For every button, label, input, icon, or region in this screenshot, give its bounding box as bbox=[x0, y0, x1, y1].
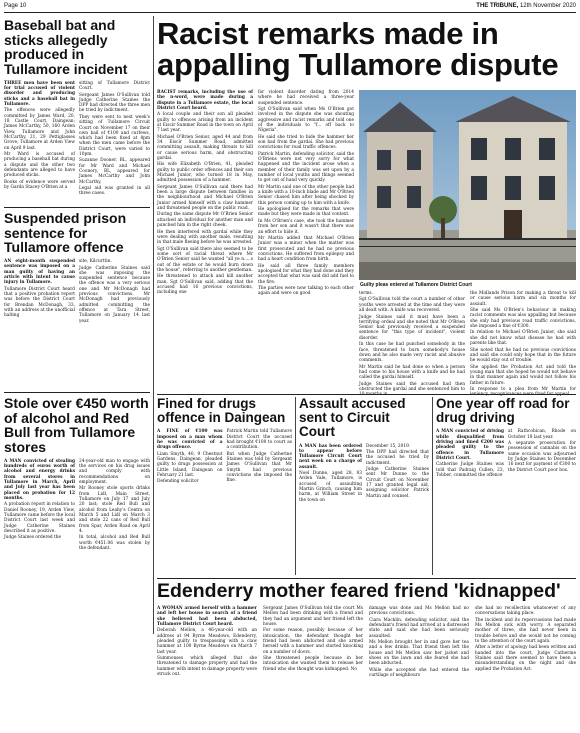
body-text: Sergeant James O'Sullivan said there had been a large dispute between families in the neighbourhood and Michael O'Brien Junior armed himself with a claw hammer and threatened people on the public road. bbox=[157, 184, 253, 211]
paragraph bbox=[258, 264, 354, 285]
body-text: for violent disorder dating from 2014 where he had received a three-year suspended sentence. bbox=[258, 90, 354, 106]
story-body bbox=[4, 81, 150, 197]
paragraph bbox=[227, 429, 293, 450]
paragraph bbox=[79, 459, 150, 485]
story-body bbox=[436, 429, 576, 478]
paragraph bbox=[359, 365, 465, 381]
paragraph bbox=[157, 628, 257, 654]
paragraph bbox=[475, 618, 576, 644]
body-text: Liam Smyth, 40, 9 Chestnut Gardens, Daingean, pleaded guilty to drugs possession at Little Island, Daingean on February 21 last. bbox=[157, 451, 223, 478]
courthouse-illustration bbox=[359, 90, 576, 280]
paragraph bbox=[79, 115, 150, 157]
story-racist-col3 bbox=[359, 291, 465, 391]
body-text: In Ms O'Brien's case, she took the hammer from her son and it wasn't that there was an effort to hide it. bbox=[258, 218, 354, 235]
body-text: The incident and its repercussions had made Ms Mellon sick with worry. A separated mother of three, she had never been in trouble before and she would not be coming to the attention of the court again. bbox=[475, 617, 576, 644]
paragraph bbox=[79, 158, 150, 184]
divider bbox=[4, 207, 150, 208]
paragraph bbox=[4, 287, 75, 319]
paragraph bbox=[359, 315, 465, 341]
story-col bbox=[366, 444, 429, 499]
paragraph bbox=[4, 459, 75, 501]
body-text: In total, alcohol and Red Bull worth €451.06 was stolen by the defendant. bbox=[79, 535, 150, 551]
paragraph bbox=[263, 656, 363, 672]
paragraph bbox=[157, 606, 257, 627]
body-text: Patrick Martin, defending solicitor, said the O'Briens were not very sorry for what happened and the incident arose when a member of their family was set upon by a number of local youths and things seemed to get out of hand very quickly. bbox=[258, 151, 354, 184]
body-text: She noted that he had no previous convictions and said she could only hope that in the future he would stay out of trouble. bbox=[470, 347, 576, 364]
paragraph bbox=[4, 81, 75, 107]
body-text: During the same dispute Mr O'Brien Senior attacked an individual for another man and punched him in the right cheek. bbox=[157, 212, 253, 229]
body-text: Sgt O'Sullivan said there also seemed to be some sort of racial threat where Mr O'Brien Senior said he wanted "all ye n.....s out of the estate or he would burn down the house", referring to another gentleman. bbox=[157, 246, 253, 273]
story-headline: Racist remarks made in appalling Tullamore dispute bbox=[157, 16, 559, 82]
divider bbox=[157, 578, 576, 579]
body-text: Catherine Judge Staines was told that Padraig Cullen, 23, Tobber, committed the offence bbox=[436, 462, 504, 478]
body-text: Patrick Martin told Tullamore District Court the accused had brought €100 to court as a contribution. bbox=[226, 429, 292, 451]
body-text: damage was done and Ms Mellon had no previous convictions. bbox=[369, 606, 469, 617]
paragraph bbox=[157, 247, 253, 273]
body-text: A separate prosecution for possession of cannabis on the same occasion was adjourned by Judge Staines to December 16 next for payment of €300 to the District Court poor box. bbox=[508, 441, 576, 473]
body-text: the Midlands Prison for making a threat to kill or cause serious harm and six months for assault. bbox=[470, 291, 576, 307]
story-racist-col2 bbox=[258, 90, 354, 390]
story-assault-accused bbox=[299, 397, 429, 577]
story-stole-alcohol bbox=[4, 396, 150, 632]
photo-caption: Guilty pleas entered at Tullamore District Court bbox=[360, 282, 472, 288]
story-edenderry-col bbox=[369, 606, 469, 731]
paragraph bbox=[4, 502, 75, 534]
body-text: December 15, 2019. bbox=[366, 443, 411, 449]
body-text: Mr Martin added that Michael O'Brien Junior was a minor when the matter was first prosecuted and he had no previous convictions. He suffered from epilepsy and had a heart condition from birth. bbox=[258, 236, 354, 263]
body-text: While she accepted she had entered the curtilage of neighbours bbox=[369, 667, 469, 679]
paragraph bbox=[4, 152, 75, 178]
paragraph bbox=[258, 286, 354, 297]
divider bbox=[4, 392, 150, 393]
body-text: Judge Staines said the accused had then obstructed the gardaí and she sentenced him to bbox=[359, 381, 465, 392]
paragraph bbox=[369, 618, 469, 639]
paragraph bbox=[263, 628, 363, 654]
story-col bbox=[299, 444, 362, 503]
story-headline: Fined for drugs offence in Daingean bbox=[157, 396, 286, 426]
body-text: She applied the Probation Act and told the young man that she hoped he would not behave in that manner again and would not follow his father in future. bbox=[470, 364, 576, 386]
story-racist-col1 bbox=[157, 90, 253, 390]
story-drug-driving bbox=[436, 397, 576, 577]
paragraph bbox=[157, 185, 253, 211]
body-text: Mr Martin said he had done so when a person had come to his house with a knife and he had called the gardaí himself. bbox=[359, 364, 465, 381]
story-fined-drugs bbox=[157, 397, 292, 577]
paragraph bbox=[157, 212, 253, 228]
lead-text: AN eight-month suspended sentence was imposed on a man guilty of having an article with intent to cause injury in Tullamore. bbox=[4, 259, 75, 286]
story-edenderry-headline bbox=[157, 581, 576, 603]
body-text: Judge Catherine Staines said she was imposing the suspended sentence because the offence was a very serious one and Mr McDonagh had previous convictions. Mr McDonagh had previously admitted committing the offence at Tara Street, Tullamore on January 14 last year. bbox=[79, 265, 150, 324]
lead-text: RACIST remarks, including the use of the n-word, were made during a dispute in a Tullamore estate, the local District Court heard. bbox=[157, 90, 253, 111]
paragraph bbox=[79, 266, 150, 324]
story-col bbox=[508, 429, 576, 473]
paragraph bbox=[79, 486, 150, 534]
story-col bbox=[4, 81, 75, 191]
body-text: The offences were allegedly committed by James Ward, 20, 18 Castle Court, Daingean; James McCarthy, 50, 160 Arden View, Tullamore and John McCarthy, 21, 29 Pettiglasses Grove, Tullamore at Arden View on April 9 last. bbox=[4, 108, 75, 151]
story-suspended-sentence bbox=[4, 211, 150, 389]
page-header bbox=[4, 0, 576, 13]
body-text: Summonses which alleged that she threatened to damage property and had the hammer with intent to damage property were struck out. bbox=[157, 656, 257, 677]
body-text: Judge Staines ordered the bbox=[4, 535, 62, 541]
paragraph bbox=[157, 230, 253, 246]
story-body bbox=[4, 459, 150, 551]
body-text: The DPP had directed that the accused be tried by indictment. bbox=[366, 450, 429, 466]
story-col bbox=[436, 429, 504, 478]
body-text: Noel Dunne, aged 28, 83 Arden Vale, Tullamore, is accused of assaulting Martin Grinch, causing him harm, at William Street in the town on bbox=[299, 471, 362, 503]
paragraph bbox=[157, 112, 253, 133]
body-text: She threatened people because in her intoxication she wanted them to release her friend who she thought was kidnapped. No bbox=[263, 656, 363, 672]
body-text: Ms Mellon brought her in and gave her tea and a few drinks. That friend then left the house and Ms Mellon saw her jacket and shoes on the lawn and she feared she had been abducted. bbox=[369, 640, 469, 667]
paragraph bbox=[369, 606, 469, 617]
body-text: His wife Elizabeth O'Brien, 41, pleaded guilty to public order offences and their son Michael Junior, who turned 18 in May, admitted possession of a hammer. bbox=[157, 162, 253, 184]
body-text: Mr Rooney stole sports drinks from Lidl, Main Street, Tullamore on July 17 and July 20 last; stole Red Bull and alcohol from Leahy's Centra on March 5 and Lidl on March 3 and stole 22 cans of Red Bull from Spar, Arden Road on April 4. bbox=[79, 486, 150, 534]
story-col bbox=[79, 459, 150, 551]
body-text: He threatened to attack and kill another man, Sgt O'Sullivan said, adding that the accused had 16 previous convictions, including one bbox=[157, 274, 253, 296]
paragraph bbox=[475, 606, 576, 617]
body-text: He then interfered with gardaí while they were dealing with another male, resulting in that male fleeing before he was arrested. bbox=[157, 229, 253, 246]
body-text: She said Ms O'Brien's behaviour in making racist comments was also appalling but because she only had previous road traffic convictions, she imposed a fine of €300. bbox=[470, 308, 576, 329]
story-col bbox=[227, 429, 293, 483]
body-text: terms. bbox=[359, 291, 373, 296]
body-text: Tullamore District Court heard that a positive probation report was before the District Court for Brendan McDonagh, 33, with an address at the unofficial halting bbox=[4, 286, 75, 319]
paragraph bbox=[79, 186, 150, 197]
paragraph bbox=[436, 429, 504, 461]
story-headline: Suspended prison sentence for Tullamore offence bbox=[4, 210, 127, 256]
lead-text: A MAN convicted of stealing hundreds of euros worth of alcohol and energy drinks from several stores in Tullamore in March, April and July last year has been placed on probation for 12 months. bbox=[4, 458, 75, 501]
body-text: In relation to Michael O'Brien Junior, she said she did not know what disease he had with parents like that. bbox=[470, 330, 576, 347]
story-col bbox=[4, 459, 75, 541]
story-col bbox=[157, 429, 223, 484]
body-text: But when Judge Catherine Staines was told by Sergeant James O'Sullivan that Mr Smyth had previous convictions she imposed the fine. bbox=[226, 451, 292, 484]
paragraph bbox=[366, 444, 429, 449]
paragraph bbox=[4, 535, 75, 540]
paragraph bbox=[470, 291, 576, 307]
masthead: THE TRIBUNE, bbox=[476, 3, 519, 9]
paragraph bbox=[299, 444, 362, 470]
paragraph bbox=[157, 135, 253, 161]
paragraph bbox=[157, 90, 253, 111]
paragraph bbox=[157, 452, 223, 478]
paragraph bbox=[470, 308, 576, 329]
paragraph bbox=[157, 274, 253, 295]
paragraph bbox=[508, 429, 576, 440]
paragraph bbox=[359, 291, 465, 296]
body-text: A probation report in relation to Daniel Rooney, 19, Arden View, Tullamore came before the local District Court last week and Judge Catherine Staines described it as positive. bbox=[4, 502, 75, 534]
story-headline: Assault accused sent to Circuit Court bbox=[299, 396, 406, 440]
paragraph bbox=[436, 462, 504, 478]
body-text: 24-year-old man to engage with the services on his drug issues and comply with recommendations on employment. bbox=[79, 458, 150, 485]
story-body bbox=[299, 444, 429, 503]
paragraph bbox=[258, 152, 354, 184]
page-number: Page 10 bbox=[4, 3, 27, 9]
paragraph bbox=[157, 429, 223, 450]
paragraph bbox=[258, 207, 354, 218]
paragraph bbox=[470, 330, 576, 346]
body-text: After a letter of apology had been written and handed into the court, Judge Catherine Staines said there seemed to have been a misunderstanding on the night and she applied the Probation Act. bbox=[475, 645, 576, 672]
paragraph bbox=[258, 90, 354, 106]
story-headline: Edenderry mother feared friend 'kidnapped' bbox=[157, 580, 561, 602]
body-text: Sergeant James O'Sullivan told Judge Catherine Staines the DPP had directed the three men be tried by indictment. bbox=[79, 92, 150, 114]
paragraph bbox=[79, 259, 150, 264]
body-text: Ciara Macklin, defending solicitor, said the defendant's friend had arrived at a distressed state and said she had been seriously assaulted. bbox=[369, 617, 469, 639]
courthouse-photo bbox=[359, 90, 576, 280]
body-text: He said all three family members apologised for what they had done and they accepted that what was said did add fuel to the fire. bbox=[258, 263, 354, 285]
story-racist-col4 bbox=[470, 291, 576, 391]
body-text: site, Kilcurttin. bbox=[79, 259, 112, 265]
story-edenderry-col bbox=[475, 606, 576, 731]
lead-text: A MAN has been ordered to appear before Tullamore Circuit Court next week on a charge of assault. bbox=[299, 443, 362, 470]
paragraph bbox=[227, 452, 293, 484]
story-col bbox=[79, 259, 150, 324]
paragraph bbox=[157, 656, 257, 677]
body-text: For some reason, possibly because of her intoxication, the defendant thought her friend had been abducted and she armed herself with a hammer and started knocking on a number of doors. bbox=[263, 628, 363, 655]
body-text: at Rathcobican, Rhode on October 18 last year. bbox=[508, 429, 576, 440]
body-text: Suzanne Dooner, BL, appeared for Mr Ward and Michael Coonery, BL, appeared for James McCarthy and John McCarthy. bbox=[79, 158, 150, 185]
body-text: Books of evidence were served by Garda Stacey O'Brien at a bbox=[4, 179, 75, 190]
body-text: Mr Martin said one of the other people had a knife with a 10-inch blade and Mr O'Brien Senior chased him after being shocked by this person coming up to him with a knife. bbox=[258, 184, 354, 206]
paragraph bbox=[369, 668, 469, 679]
body-text: He apologised for the remarks that were made but they were made in that context. bbox=[258, 207, 354, 218]
column-rule bbox=[153, 16, 154, 634]
story-col bbox=[4, 259, 75, 318]
paragraph bbox=[369, 640, 469, 666]
paragraph bbox=[79, 93, 150, 114]
paragraph bbox=[157, 479, 223, 484]
paragraph bbox=[258, 107, 354, 133]
story-baseball-bat bbox=[4, 18, 150, 204]
body-text: she had no recollection whatsoever of any conversations taking place. bbox=[475, 606, 576, 617]
paragraph bbox=[359, 342, 465, 363]
body-text: Michael O'Brien Senior, aged 44 and from 34 Eiscir Summer Road, admitted committing assault, making threats to kill or cause serious harm, and obstructing gardaí. bbox=[157, 134, 253, 161]
body-text: A local couple and their son all pleaded guilty to offences arising from an incident at Eiscir Summer Road in the town on April 7 last year. bbox=[157, 112, 253, 134]
story-body bbox=[157, 429, 292, 485]
divider bbox=[157, 394, 576, 395]
body-text: sitting of Tullamore District Court. bbox=[79, 80, 150, 92]
body-text: Sgt O'Sullivan told the court a number of other youths were arrested at the time and they were all dealt with. A knife was recovered. bbox=[359, 297, 465, 314]
body-text: Defending solicitor bbox=[157, 479, 199, 485]
lead-text: A WOMAN armed herself with a hammer and left her house in search of a friend she believed had been abducted, Tullamore District Court heard. bbox=[157, 606, 257, 627]
paragraph bbox=[4, 180, 75, 191]
story-headline: One year off road for drug driving bbox=[436, 396, 570, 426]
body-text: Legal aid was granted in all three cases. bbox=[79, 186, 150, 197]
paragraph bbox=[157, 162, 253, 183]
body-text: Sergeant James O'Sullivan told the court Ms Mellon had been drinking with a friend and they had an argument and her friend left the house. bbox=[263, 606, 363, 627]
paragraph bbox=[79, 81, 150, 92]
issue-date: 12th November 2020 bbox=[519, 3, 576, 9]
body-text: Deborah Mellon, a 46-year-old with an address at 94 Byrne Meadows, Edenderry, pleaded guilty to trespassing with a claw hammer at 100 Byrne Meadows on March 7 last year. bbox=[157, 628, 257, 655]
story-col bbox=[79, 81, 150, 197]
column-rule bbox=[432, 397, 433, 575]
body-text: The parties were now talking to each other again and were on good bbox=[258, 286, 354, 297]
body-text: He said she tried to hide the hammer her son had from the gardaí. She had previous convictions for road traffic offences. bbox=[258, 134, 354, 151]
paragraph bbox=[263, 606, 363, 627]
paragraph bbox=[79, 535, 150, 551]
body-text: Judge Catherine Staines sent Mr Dunne to the Circuit Court on November 17 and granted legal aid, assigning solicitor Patrick Martin and counsel. bbox=[366, 467, 429, 499]
column-rule bbox=[295, 397, 296, 575]
body-text: Sgt O'Sullivan said when Ms O'Brien got involved in the dispute she was shouting aggressive and racist remarks and told one of the individuals to "f... off back to Nigeria". bbox=[258, 107, 354, 134]
body-text: Judge Staines said it must have been a terrifying ordeal and she noted that Mr O'Brien Senior had previously received a suspended sentence for "this type of incident", violent disorder. bbox=[359, 314, 465, 341]
story-edenderry-col bbox=[157, 606, 257, 731]
paragraph bbox=[366, 467, 429, 499]
paragraph bbox=[299, 471, 362, 503]
body-text: In response to a plea from Mr Martin for bbox=[470, 386, 576, 392]
paragraph bbox=[258, 135, 354, 151]
story-body bbox=[4, 259, 150, 324]
paragraph bbox=[258, 219, 354, 235]
story-racist-remarks-headline bbox=[157, 18, 576, 88]
masthead-date bbox=[476, 3, 576, 9]
paragraph bbox=[508, 441, 576, 473]
paragraph bbox=[258, 185, 354, 206]
lead-text: A MAN convicted of driving while disqualified from driving and fined €200 was pleaded guilty to the offence in Tullamore District Court. bbox=[436, 429, 504, 461]
paragraph bbox=[4, 108, 75, 150]
story-headline: Stole over €450 worth of alcohol and Red Bull from Tullamore stores bbox=[4, 395, 149, 456]
body-text: In this case he had punched somebody in the face, threatened to burn somebody's house down and he also made very racist and abusive comments. bbox=[359, 342, 465, 364]
paragraph bbox=[470, 365, 576, 386]
paragraph bbox=[470, 348, 576, 364]
story-headline: Baseball bat and sticks allegedly produced in Tullamore incident bbox=[4, 17, 128, 78]
lead-text: THREE men have been sent for trial accused of violent disorder and producing sticks and a baseball bat in Tullamore. bbox=[4, 80, 75, 107]
paragraph bbox=[258, 236, 354, 262]
paragraph bbox=[475, 645, 576, 671]
paragraph bbox=[359, 297, 465, 313]
paragraph bbox=[4, 259, 75, 285]
body-text: They were sent to next week's sitting of Tullamore Circuit Court on November 17 on their own bail of €100 and curfews, which had been fixed at 8pm when the men came before the District Court, were varied to 10pm. bbox=[79, 114, 150, 157]
story-edenderry-col bbox=[263, 606, 363, 731]
lead-text: A FINE of €100 was imposed on a man whom he was convicted of a drugs offence. bbox=[157, 429, 223, 451]
body-text: Mr Ward is accused of producing a baseball bat during a dispute and the other two defendants are alleged to have produced sticks. bbox=[4, 151, 75, 179]
paragraph bbox=[366, 450, 429, 466]
